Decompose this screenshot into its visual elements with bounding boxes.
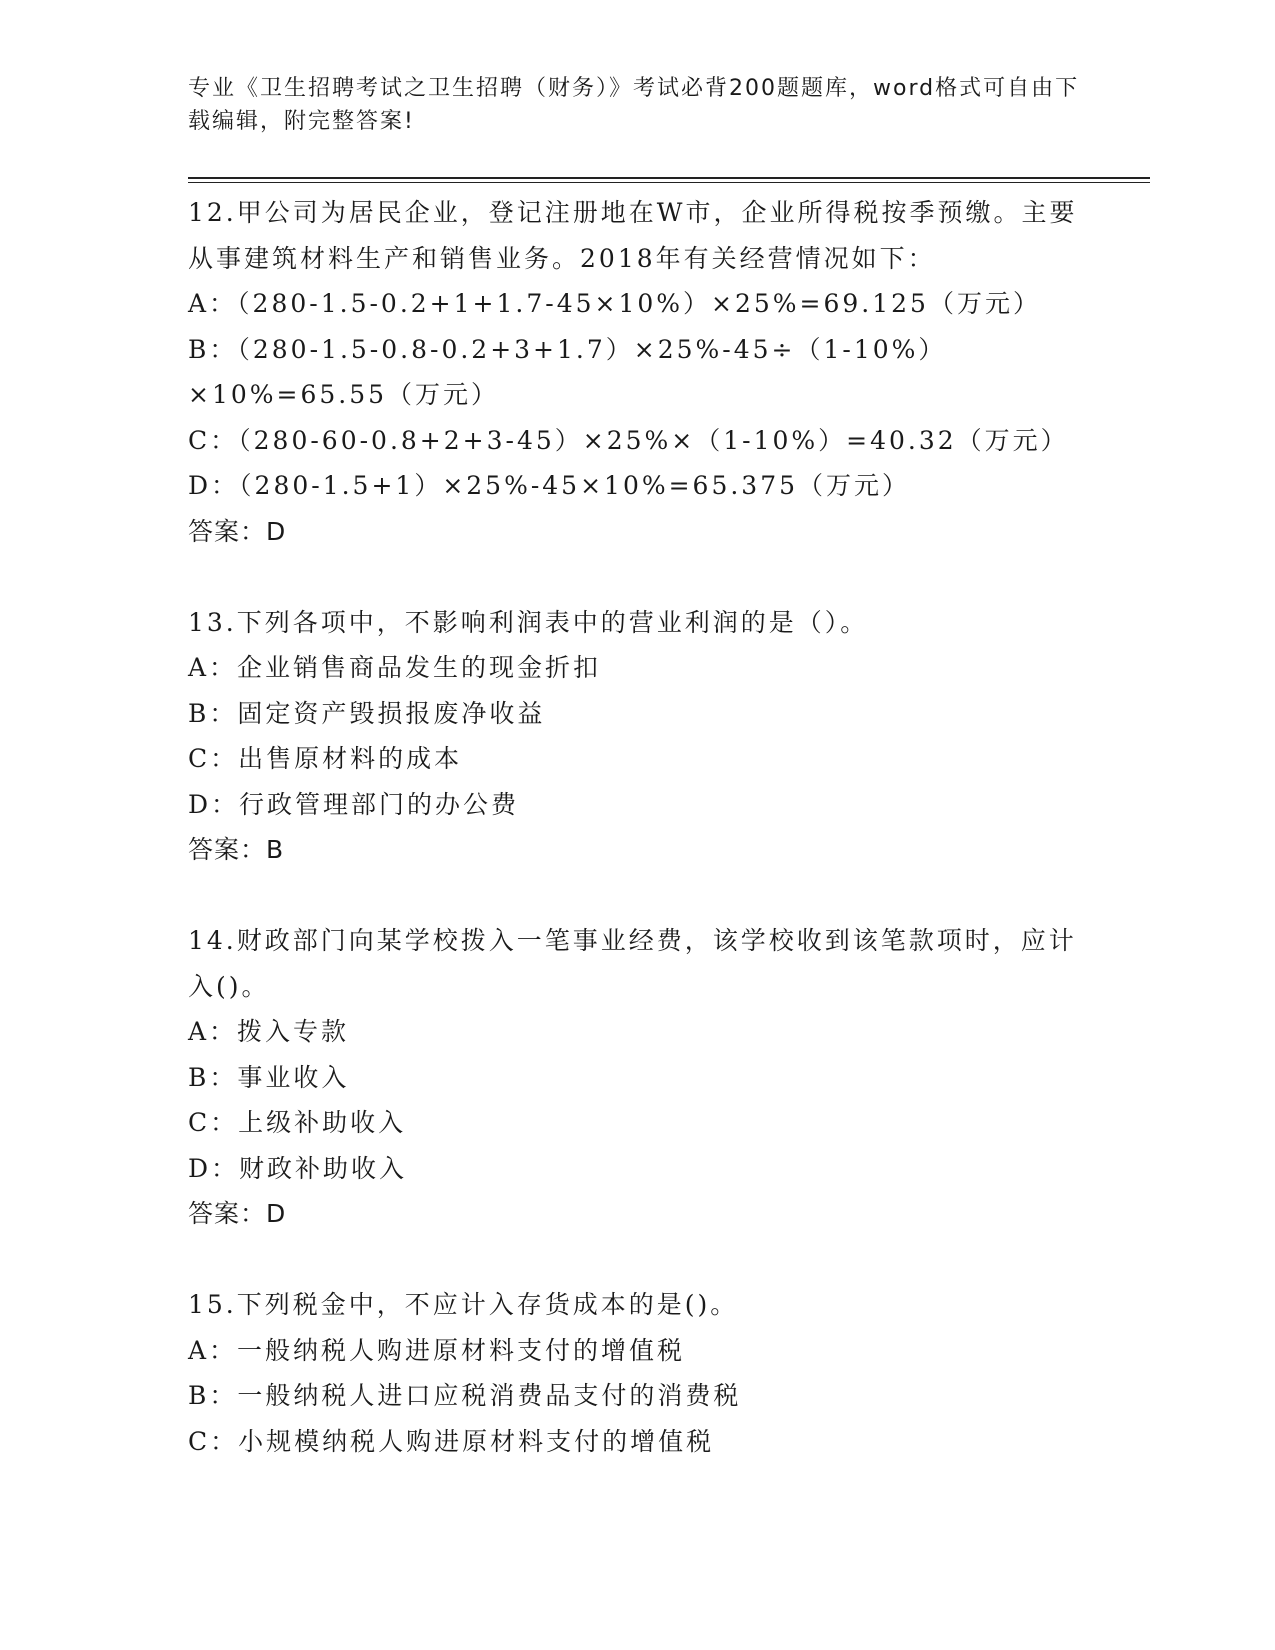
option-b: B：（280-1.5-0.8-0.2+3+1.7）×25%-45÷（1-10%）×10%=65.55（万元） — [188, 334, 947, 409]
question-stem: 14.财政部门向某学校拨入一笔事业经费，该学校收到该笔款项时，应计入()。 — [188, 926, 1077, 1001]
option-a: A：一般纳税人购进原材料支付的增值税 — [188, 1335, 686, 1365]
option-c: C：小规模纳税人购进原材料支付的增值税 — [188, 1426, 715, 1456]
question-stem: 12.甲公司为居民企业，登记注册地在W市，企业所得税按季预缴。主要从事建筑材料生产和销售业务。2018年有关经营情况如下： — [188, 198, 1078, 273]
question-12 — [188, 190, 1088, 554]
answer-line: 答案：B — [188, 835, 285, 864]
document-page — [188, 0, 1148, 1650]
option-c: C：出售原材料的成本 — [188, 744, 463, 773]
answer-line: 答案：D — [188, 1199, 287, 1228]
option-a: A：（280-1.5-0.2+1+1.7-45×10%）×25%=69.125（万元） — [188, 289, 1041, 318]
question-stem: 15.下列税金中，不应计入存货成本的是()。 — [188, 1290, 739, 1319]
option-a: A：拨入专款 — [188, 1017, 350, 1046]
option-b: B：一般纳税人进口应税消费品支付的消费税 — [188, 1381, 742, 1410]
answer-line: 答案：D — [188, 516, 287, 546]
question-15 — [188, 1282, 1088, 1464]
question-list — [188, 190, 1088, 1510]
option-d: D：财政补助收入 — [188, 1153, 408, 1183]
header-divider — [188, 177, 1150, 183]
option-c: C：（280-60-0.8+2+3-45）×25%×（1-10%）=40.32（万元） — [188, 425, 1069, 455]
question-stem: 13.下列各项中，不影响利润表中的营业利润的是（）。 — [188, 607, 869, 637]
option-d: D：（280-1.5+1）×25%-45×10%=65.375（万元） — [188, 471, 911, 500]
option-b: B：固定资产毁损报废净收益 — [188, 698, 546, 728]
option-d: D：行政管理部门的办公费 — [188, 789, 520, 819]
option-c: C：上级补助收入 — [188, 1108, 407, 1137]
question-14 — [188, 918, 1088, 1237]
question-13 — [188, 600, 1088, 873]
document-header: 专业《卫生招聘考试之卫生招聘（财务）》考试必背200题题库，word格式可自由下载编辑，附完整答案! — [188, 76, 1080, 134]
option-b: B：事业收入 — [188, 1062, 350, 1092]
option-a: A：企业销售商品发生的现金折扣 — [188, 653, 602, 682]
